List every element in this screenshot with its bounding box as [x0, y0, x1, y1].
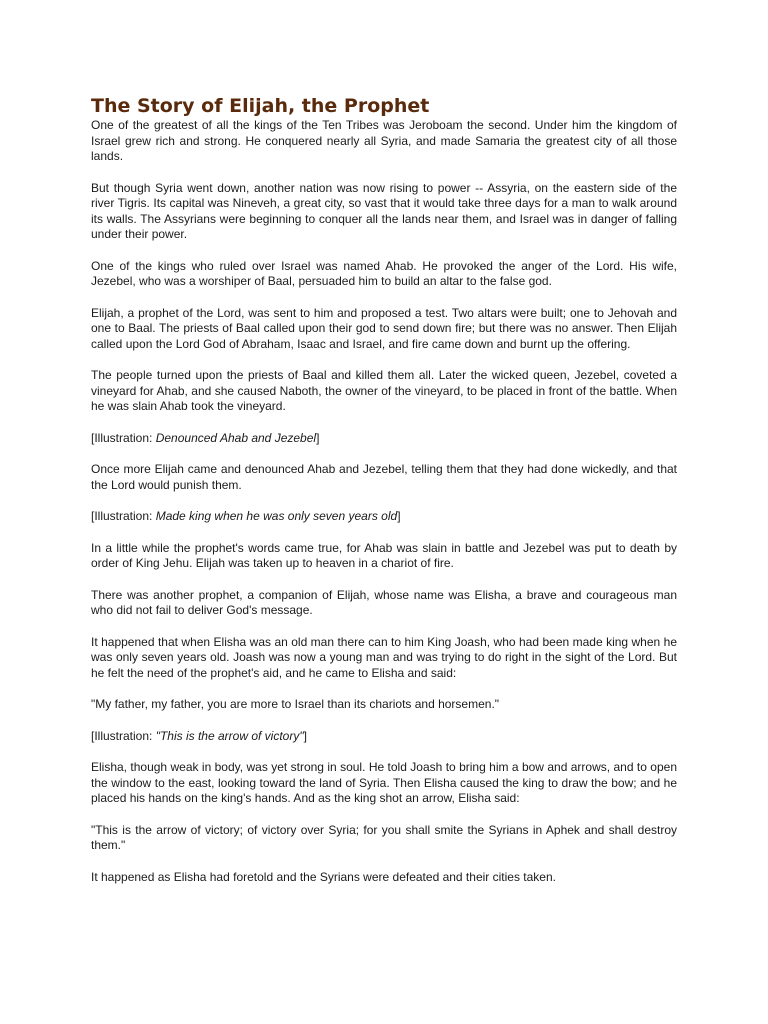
- paragraph: It happened that when Elisha was an old man there can to him King Joash, who had been made king when he was only seven years old. Joash was now a young man and was trying to do right in the sight of the Lord. But he felt the need of the prophet's aid, and he came to Elisha and said:: [91, 634, 677, 680]
- illustration-suffix: ]: [316, 430, 320, 445]
- illustration-prefix: [Illustration:: [91, 728, 156, 743]
- paragraph: There was another prophet, a companion of Elijah, whose name was Elisha, a brave and courageous man who did not fail to deliver God's message.: [91, 587, 677, 617]
- paragraph: But though Syria went down, another nation was now rising to power -- Assyria, on the eastern side of the river Tigris. Its capital was Nineveh, a great city, so vast that it would take three days for a man to walk around its walls. The Assyrians were beginning to conquer all the lands near them, and Israel was in danger of falling under their power.: [91, 180, 677, 241]
- illustration-caption: [91, 431, 677, 447]
- paragraph: In a little while the prophet's words came true, for Ahab was slain in battle and Jezebel was put to death by order of King Jehu. Elijah was taken up to heaven in a chariot of fire.: [91, 540, 677, 570]
- quotation: "My father, my father, you are more to Israel than its chariots and horsemen.": [91, 697, 500, 711]
- paragraph: One of the greatest of all the kings of the Ten Tribes was Jeroboam the second. Under him the kingdom of Israel grew rich and strong. He conquered nearly all Syria, and made Samaria the greatest city of all those lands.: [91, 118, 677, 163]
- illustration-suffix: ]: [303, 728, 307, 743]
- illustration-caption: [91, 729, 677, 745]
- illustration-caption: [91, 509, 677, 525]
- paragraph: It happened as Elisha had foretold and the Syrians were defeated and their cities taken.: [91, 869, 556, 884]
- story-body: [91, 95, 677, 885]
- illustration-prefix: [Illustration:: [91, 509, 156, 523]
- quotation: "This is the arrow of victory; of victory over Syria; for you shall smite the Syrians in Aphek and shall destroy them.": [91, 822, 677, 852]
- paragraph: Elisha, though weak in body, was yet strong in soul. He told Joash to bring him a bow and arrows, and to open the window to the east, looking toward the land of Syria. Then Elisha caused the king to draw the bow; and he placed his hands on the king's hands. And as the king shot an arrow, Elisha said:: [91, 760, 677, 805]
- paragraph: The people turned upon the priests of Baal and killed them all. Later the wicked queen, Jezebel, coveted a vineyard for Ahab, and she caused Naboth, the owner of the vineyard, to be placed in front of the battle. When he was slain Ahab took the vineyard.: [91, 368, 677, 413]
- illustration-title: Made king when he was only seven years old: [155, 509, 398, 523]
- paragraph: Elijah, a prophet of the Lord, was sent to him and proposed a test. Two altars were built; one to Jehovah and one to Baal. The priests of Baal called upon their god to send down fire; but there was no answer. Then Elijah called upon the Lord God of Abraham, Isaac and Israel, and fire came down and burnt up the offering.: [91, 305, 677, 351]
- illustration-title: "This is the arrow of victory": [155, 728, 304, 743]
- paragraph: Once more Elijah came and denounced Ahab and Jezebel, telling them that they had done wickedly, and that the Lord would punish them.: [91, 462, 677, 492]
- illustration-prefix: [Illustration:: [91, 430, 156, 445]
- paragraph: One of the kings who ruled over Israel was named Ahab. He provoked the anger of the Lord. His wife, Jezebel, who was a worshiper of Baal, persuaded him to build an altar to the false god.: [91, 258, 677, 288]
- illustration-title: Denounced Ahab and Jezebel: [155, 430, 317, 445]
- illustration-suffix: ]: [397, 509, 401, 523]
- page-title: The Story of Elijah, the Prophet: [91, 95, 430, 117]
